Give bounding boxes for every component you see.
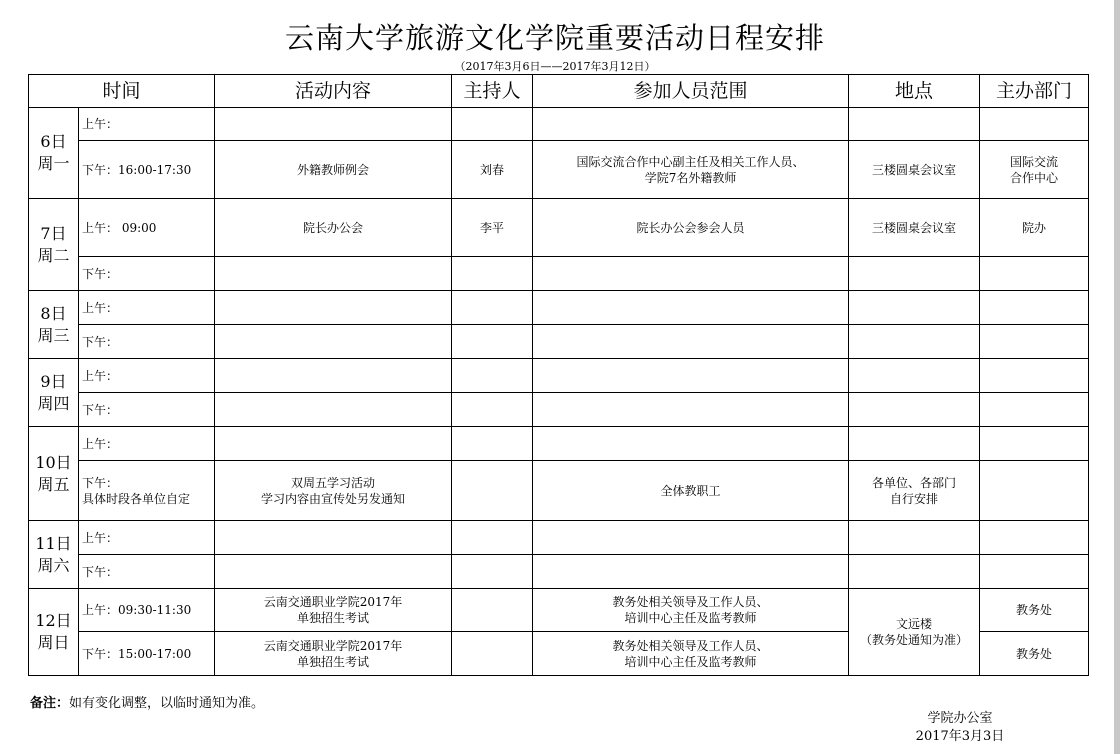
organizer-dept [980, 325, 1089, 359]
signature-office: 学院办公室 [927, 711, 993, 726]
day-weekday: 周四 [37, 393, 70, 413]
location [849, 461, 980, 521]
participants-line: 培训中心主任及监考教师 [624, 611, 757, 625]
time-slot: 上午： [82, 117, 119, 131]
time-slot: 上午： [82, 530, 119, 545]
table-row [29, 141, 1089, 199]
host-cell: 李平 [452, 199, 533, 257]
location-line: 文远楼 [896, 617, 933, 631]
organizer-dept [980, 427, 1089, 461]
day-weekday: 周二 [37, 245, 70, 265]
activity-content [215, 589, 452, 632]
table-row [29, 461, 1089, 521]
day-date: 11日 [35, 533, 72, 553]
remark-text: 如有变化调整，以临时通知为准。 [69, 696, 265, 711]
host-cell [452, 108, 533, 141]
organizer-dept [980, 555, 1089, 589]
day-weekday: 周六 [37, 555, 70, 575]
activity-content-line: 学习内容由宣传处另发通知 [261, 491, 406, 506]
time-slot-cell [79, 141, 215, 199]
host-cell [452, 393, 533, 427]
time-slot-cell [79, 461, 215, 521]
location [849, 108, 980, 141]
organizer-dept [980, 393, 1089, 427]
table-row [29, 199, 1089, 257]
day-date: 10日 [35, 452, 72, 472]
organizer-dept [980, 461, 1089, 521]
time-slot-cell [79, 393, 215, 427]
time-slot: 下午：15:00-17:00 [82, 646, 192, 661]
table-row [29, 108, 1089, 141]
participants [533, 521, 849, 555]
day-cell [29, 521, 79, 589]
participants [533, 461, 849, 521]
location-line: 三楼圆桌会议室 [872, 220, 957, 235]
activity-content-line: 双周五学习活动 [291, 475, 376, 490]
host-cell [452, 427, 533, 461]
schedule-table [28, 74, 1089, 676]
location [849, 359, 980, 393]
time-slot-cell [79, 555, 215, 589]
organizer-dept [980, 359, 1089, 393]
activity-content [215, 291, 452, 325]
participants-line: 教务处相关领导及工作人员、 [612, 595, 769, 609]
activity-content [215, 359, 452, 393]
participants [533, 427, 849, 461]
participants-line: 院长办公会参会人员 [636, 220, 745, 235]
organizer-dept [980, 141, 1089, 199]
participants [533, 291, 849, 325]
organizer-dept [980, 521, 1089, 555]
header-location: 地点 [849, 75, 980, 108]
day-date: 6日 [40, 132, 67, 151]
participants [533, 393, 849, 427]
location-line: 各单位、各部门 [872, 475, 957, 490]
day-cell [29, 108, 79, 199]
activity-content [215, 632, 452, 676]
header-department: 主办部门 [980, 75, 1089, 108]
header-content: 活动内容 [215, 75, 452, 108]
location [849, 427, 980, 461]
activity-content [215, 199, 452, 257]
day-weekday: 周日 [37, 633, 70, 652]
organizer-dept-line: 院办 [1022, 220, 1047, 235]
host-cell [452, 461, 533, 521]
location [849, 199, 980, 257]
location [849, 257, 980, 291]
table-row [29, 359, 1089, 393]
day-date: 7日 [40, 223, 67, 243]
time-slot-cell [79, 521, 215, 555]
time-slot-cell [79, 325, 215, 359]
day-date: 9日 [40, 371, 67, 391]
time-slot-note: 具体时段各单位自定 [82, 491, 191, 506]
activity-content [215, 325, 452, 359]
organizer-dept [980, 632, 1089, 676]
host-cell [452, 589, 533, 632]
table-row [29, 325, 1089, 359]
day-weekday: 周一 [37, 154, 70, 173]
host-cell [452, 325, 533, 359]
host-cell [452, 257, 533, 291]
activity-content [215, 521, 452, 555]
activity-content [215, 555, 452, 589]
activity-content [215, 108, 452, 141]
location [849, 555, 980, 589]
location [849, 589, 980, 676]
time-slot-cell [79, 589, 215, 632]
host-cell [452, 291, 533, 325]
header-time: 时间 [29, 75, 215, 108]
header-host: 主持人 [452, 75, 533, 108]
organizer-dept [980, 589, 1089, 632]
table-row [29, 393, 1089, 427]
signature-block [900, 710, 1020, 746]
host-cell: 刘春 [452, 141, 533, 199]
time-slot: 下午：16:00-17:30 [82, 162, 192, 177]
activity-content [215, 257, 452, 291]
time-slot: 上午：09:30-11:30 [82, 603, 192, 617]
time-slot: 上午： [82, 368, 119, 383]
time-slot: 下午： [82, 266, 119, 281]
location [849, 291, 980, 325]
participants [533, 199, 849, 257]
date-range-subtitle: （2017年3月6日——2017年3月12日） [454, 60, 656, 73]
table-row [29, 291, 1089, 325]
participants-line: 学院7名外籍教师 [644, 170, 737, 185]
organizer-dept [980, 199, 1089, 257]
day-date: 8日 [40, 303, 67, 323]
time-slot: 上午： [82, 436, 119, 451]
activity-content [215, 461, 452, 521]
time-slot: 上午： [82, 300, 119, 315]
time-slot-cell [79, 632, 215, 676]
participants [533, 325, 849, 359]
organizer-dept [980, 291, 1089, 325]
organizer-dept [980, 108, 1089, 141]
day-cell [29, 589, 79, 676]
activity-content-line: 云南交通职业学院2017年 [263, 638, 403, 653]
day-date: 12日 [35, 611, 72, 630]
header-row [29, 75, 1089, 108]
host-cell [452, 555, 533, 589]
participants [533, 555, 849, 589]
activity-content [215, 141, 452, 199]
host-cell [452, 632, 533, 676]
activity-content-line: 院长办公会 [303, 220, 364, 235]
vertical-scrollbar[interactable] [1114, 0, 1120, 754]
day-weekday: 周三 [37, 325, 70, 345]
activity-content-line: 单独招生考试 [297, 654, 370, 669]
participants [533, 257, 849, 291]
participants [533, 632, 849, 676]
location-line: 自行安排 [890, 491, 939, 506]
day-cell [29, 427, 79, 521]
organizer-dept-line: 合作中心 [1010, 170, 1059, 185]
table-row [29, 555, 1089, 589]
time-slot: 下午： [82, 475, 119, 490]
day-weekday: 周五 [37, 474, 70, 494]
day-cell [29, 199, 79, 291]
time-slot-cell [79, 199, 215, 257]
time-slot-cell [79, 291, 215, 325]
remark-label: 备注： [30, 696, 70, 711]
activity-content-line: 外籍教师例会 [297, 162, 370, 177]
participants-line: 教务处相关领导及工作人员、 [612, 638, 769, 653]
organizer-dept-line: 国际交流 [1010, 154, 1059, 169]
activity-content-line: 云南交通职业学院2017年 [263, 595, 403, 609]
participants [533, 359, 849, 393]
host-cell [452, 359, 533, 393]
location [849, 521, 980, 555]
time-slot-cell [79, 257, 215, 291]
time-slot: 上午： 09:00 [82, 220, 157, 235]
activity-content [215, 427, 452, 461]
day-cell [29, 291, 79, 359]
time-slot-cell [79, 108, 215, 141]
participants-line: 培训中心主任及监考教师 [624, 654, 757, 669]
location [849, 325, 980, 359]
organizer-dept-line: 教务处 [1016, 646, 1053, 661]
location-line: （教务处通知为准） [860, 633, 969, 647]
table-row [29, 521, 1089, 555]
participants [533, 141, 849, 199]
page-title: 云南大学旅游文化学院重要活动日程安排 [284, 21, 825, 55]
table-row [29, 427, 1089, 461]
host-cell [452, 521, 533, 555]
time-slot-cell [79, 359, 215, 393]
location-line: 三楼圆桌会议室 [872, 162, 957, 177]
remark [30, 692, 264, 711]
day-cell [29, 359, 79, 427]
time-slot: 下午： [82, 402, 119, 417]
location [849, 141, 980, 199]
table-row [29, 589, 1089, 632]
organizer-dept [980, 257, 1089, 291]
time-slot: 下午： [82, 564, 119, 579]
location [849, 393, 980, 427]
header-participants: 参加人员范围 [533, 75, 849, 108]
signature-date: 2017年3月3日 [915, 729, 1005, 744]
participants [533, 108, 849, 141]
time-slot-cell [79, 427, 215, 461]
participants-line: 全体教职工 [660, 483, 721, 498]
table-row [29, 257, 1089, 291]
participants [533, 589, 849, 632]
time-slot: 下午： [82, 334, 119, 349]
organizer-dept-line: 教务处 [1016, 603, 1053, 617]
activity-content-line: 单独招生考试 [297, 611, 370, 625]
participants-line: 国际交流合作中心副主任及相关工作人员、 [576, 154, 805, 169]
activity-content [215, 393, 452, 427]
